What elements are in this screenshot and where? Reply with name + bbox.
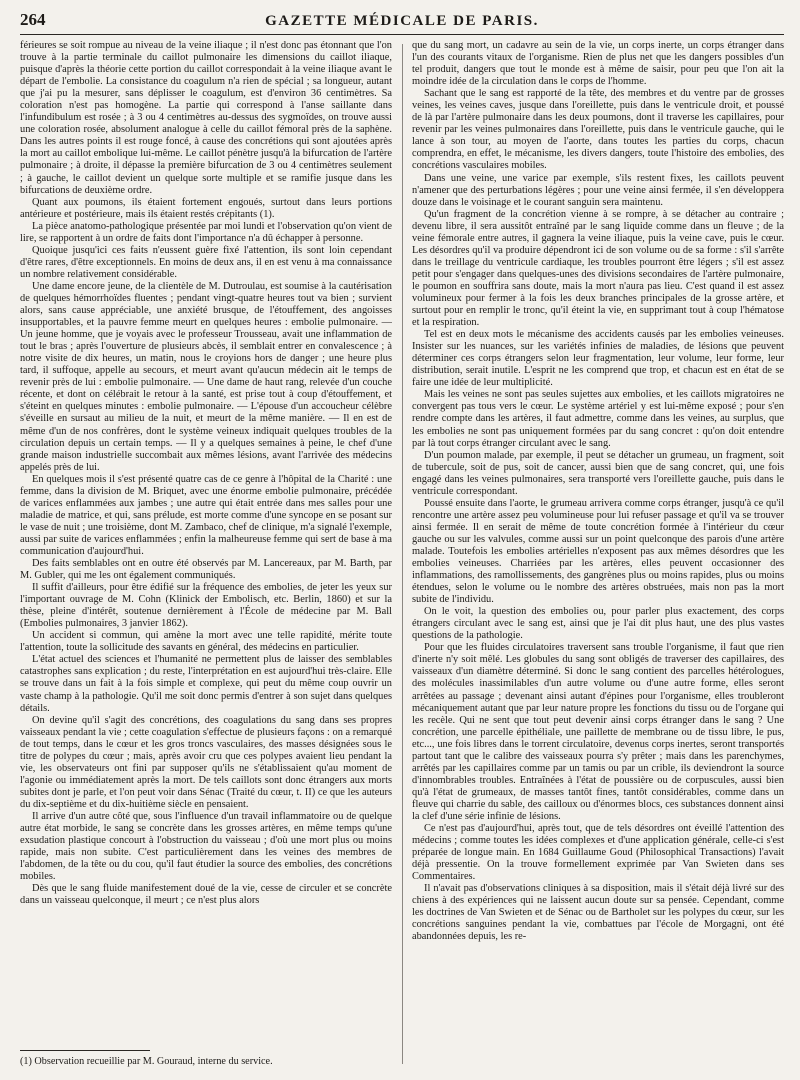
paragraph: Sachant que le sang est rapporté de la tête, des membres et du ventre par de grosses veines, les veines caves, jusque dans l'oreillette, puis dans le ventricule droit, et poussé de là par l'artère pulmonaire dans les deux poumons, dont il traverse les capillaires, pour revenir par les veines pulmonaires dans l'oreillette, puis dans le ventricule gauche, qui le lance à son tour, au moyen de l'aorte, dans toutes les parties du corps, chacun comprendra, en effet, le mécanisme, les divers dangers, toute l'histoire des embolies, des concrétions vasculaires mobiles.	[412, 88, 784, 172]
paragraph: Quoique jusqu'ici ces faits n'eussent guère fixé l'attention, ils sont loin cependant d'être rares, d'être exceptionnels. En moins de deux ans, il en est venu à ma connaissance un nombre relativement considérable.	[20, 244, 392, 280]
paragraph: Poussé ensuite dans l'aorte, le grumeau arrivera comme corps étranger, jusqu'à ce qu'il rencontre une artère assez peu volumineuse pour lui refuser passage et qu'il va se trouver ainsi fermée. Il en serait de même de toute concrétion formée à l'intérieur du cœur gauche ou sur les valvules, comme aussi sur un point quelconque des parois d'une artère malade. Toutefois les embolies artérielles n'exposent pas aux mêmes désordres que les embolies veineuses. Charriées par les artères, elles peuvent occasionner des inflammations, des ramollissements, des gangrènes plus ou moins rapides, plus ou moins étendues, selon le volume ou le nombre des artères obstruées, mais non pas la mort subite de l'individu.	[412, 497, 784, 606]
paragraph: La pièce anatomo-pathologique présentée par moi lundi et l'observation qu'on vient de lire, se rapportent à un ordre de faits dont l'importance n'a dû échapper à personne.	[20, 220, 392, 244]
paragraph: En quelques mois il s'est présenté quatre cas de ce genre à l'hôpital de la Charité : une femme, dans la division de M. Briquet, avec une énorme embolie pulmonaire, précédée de varices enflammées aux jambes ; une autre qui était entrée dans mes salles pour une maladie de matrice, et qui, sans prélude, est morte comme d'une syncope en se posant sur le vase de nuit ; une troisième, dont M. Zambaco, chef de clinique, m'a signalé l'exemple, aussi par suite de varices enflammées ; enfin la malheureuse femme qui sert de base à ma communication d'aujourd'hui.	[20, 473, 392, 557]
paragraph: Pour que les fluides circulatoires traversent sans trouble l'organisme, il faut que rien d'inerte n'y soit mêlé. Les globules du sang sont obligés de traverser des capillaires, des vaisseaux d'un diamètre déterminé. Si donc le sang contient des parcelles hétérologues, des molécules inassimilables d'un autre volume ou d'une autre forme, elles seront arrêtées au passage ; devenant ainsi autant d'épines pour l'organisme, elles troubleront mécaniquement autant que par leur nature propre les fonctions du tissu ou de l'organe qui les recèle. Qui ne sent que tout peut devenir ainsi corps étranger dans le sang ? Une concrétion, une parcelle épithéliale, une paillette de membrane ou de tissu libre, le pus, etc..., une fois libres dans le torrent circulatoire, devenus corps inertes, seront transportés partout tant que le calibre des vaisseaux pourra s'y prêter ; mais dans les parenchymes, arrêtés par les capillaires comme par un tamis ou par un crible, ils deviendront la source d'innombrables troubles. Entraînées à l'état de poussière ou de corpuscules, aussi bien qu'à l'état de grumeaux, de masses tantôt fines, tantôt considérables, comme dans un fleuve qui charrie du sable, des cailloux ou d'énormes blocs, ces substances donnent ainsi la clef d'une série infinie de lésions.	[412, 642, 784, 822]
paragraph: Des faits semblables ont en outre été observés par M. Lancereaux, par M. Barth, par M. Gubler, qui me les ont également communiqués.	[20, 558, 392, 582]
text-columns	[20, 40, 784, 1078]
footnote: (1) Observation recueillie par M. Gouraud, interne du service.	[20, 1056, 273, 1067]
paragraph: Ce n'est pas d'aujourd'hui, après tout, que de tels désordres ont éveillé l'attention des médecins ; comme toutes les idées complexes et d'une application générale, celle-ci s'est préparée de longue main. En 1684 Guillaume Goud (Philosophical Transactions) l'avait déjà pressentie. On la trouve formellement exprimée par Van Swieten dans ses Commentaires.	[412, 823, 784, 883]
page-header	[20, 10, 784, 35]
left-column	[20, 40, 392, 1078]
paragraph: Dès que le sang fluide manifestement doué de la vie, cesse de circuler et se concrète dans un vaisseau quelconque, il meurt ; ce n'est plus alors	[20, 883, 392, 907]
paragraph: Il suffit d'ailleurs, pour être édifié sur la fréquence des embolies, de jeter les yeux sur l'important ouvrage de M. Cohn (Klinick der Embolisch, etc. Berlin, 1860) et sur la thèse, pleine d'intérêt, soutenue dernièrement à l'École de médecine par M. Ball (Embolies pulmonaires, 3 janvier 1862).	[20, 582, 392, 630]
paragraph: Tel est en deux mots le mécanisme des accidents causés par les embolies veineuses. Insister sur les nuances, sur les variétés infinies de maladies, de lésions que peuvent déterminer ces corps étrangers selon leur fragmentation, leur volume, leur forme, leur distribution, serait inutile. L'esprit ne les comprend que trop, et chacun est en état de se faire une idée de leur multiplicité.	[412, 329, 784, 389]
paragraph: Une dame encore jeune, de la clientèle de M. Dutroulau, est soumise à la cautérisation de quelques hémorrhoïdes fluentes ; pendant vingt-quatre heures tout va bien ; survient alors, sans cause appréciable, une anxiété brusque, de l'étouffement, des angoisses insupportables, et la pauvre femme meurt en quelques heures : embolie pulmonaire. — Un jeune homme, que je voyais avec le professeur Trousseau, avait une inflammation de tout le bras ; après l'ouverture de plusieurs abcès, il semblait entrer en convalescence ; à notre visite de dix heures, un matin, nous le croyions hors de danger ; une heure plus tard, il suffoque, appelle au secours, et meurt avant qu'aucun médecin ait le temps de revenir près de lui : embolie pulmonaire. — Une dame de haut rang, relevée d'un couche récente, et dont on célébrait le retour à la santé, est prise tout à coup d'étouffement, et s'éteint en quelques minutes : embolie pulmonaire. — L'épouse d'un accoucheur célèbre s'éveille en sursaut au milieu de la nuit, et meurt de la même manière. — Il en est de même d'un de nos confrères, dont le système veineux indiquait quelques troubles de la circulation depuis un certain temps. — Il y a quelques semaines à peine, le chef d'une grande maison industrielle succombait aux mêmes lésions, avant l'arrivée des médecins appelés près de lui.	[20, 280, 392, 473]
paragraph: Qu'un fragment de la concrétion vienne à se rompre, à se détacher au contraire ; devenu libre, il sera aussitôt entraîné par le sang liquide comme dans un fleuve ; de la veine fémorale entre autres, il gagnera la veine iliaque, puis la veine cave, puis le cœur. Les désordres qu'il va produire dépendront ici de son volume ou de sa forme : s'il s'arrête dans le treillage du ventricule cardiaque, les troubles pourront être légers ; s'il est assez petit pour s'engager dans quelques-unes des divisions secondaires de l'artère pulmonaire, le poumon en souffrira sans doute, mais la mort n'aura pas lieu. C'est quand il est assez volumineux pour fermer à la fois les deux branches principales de la grosse artère, et surtout pour en remplir le tronc, qu'il éteint la vie, en supprimant tout à coup l'hématose et la respiration.	[412, 208, 784, 329]
paragraph: Il arrive d'un autre côté que, sous l'influence d'un travail inflammatoire ou de quelque autre état morbide, le sang se concrète dans les grosses artères, en même temps qu'une exsudation plastique concourt à l'obstruction du vaisseau ; d'où une mort plus ou moins rapide, mais non subite. C'est particulièrement dans les veines des membres de l'abdomen, de la tête ou du cou, qu'il faut étudier la source des embolies, des concrétions mobiles.	[20, 811, 392, 883]
running-title: GAZETTE MÉDICALE DE PARIS.	[265, 13, 539, 29]
paragraph: que du sang mort, un cadavre au sein de la vie, un corps inerte, un corps étranger dans l'un des courants vitaux de l'organisme. Rien de plus net que les dangers possibles d'un tel produit, dangers que tout le monde est à même de saisir, pour peu que l'on ait la moindre idée de la circulation dans le corps de l'homme.	[412, 40, 784, 88]
page-number: 264	[20, 10, 46, 29]
column-divider	[402, 44, 403, 1064]
paragraph: Quant aux poumons, ils étaient fortement engoués, surtout dans leurs portions antérieure et postérieure, mais ils étaient restés crépitants (1).	[20, 196, 392, 220]
paragraph: férieures se soit rompue au niveau de la veine iliaque ; il n'est donc pas étonnant que l'on trouve à la partie terminale du caillot pulmonaire les dimensions du caillot iliaque, puisque d'après la théorie cette portion du caillot correspondait à la veine iliaque avant le départ de l'embolie. La consistance du coagulum n'a rien de spécial ; sa longueur, autant que j'ai pu la mesurer, sans déplisser le coagulum, est d'environ 36 centimètres. Sa coloration n'est pas homogène. La partie qui correspond à l'anse saillante dans l'infundibulum est rosée ; à 3 ou 4 centimètres au-dessus des sygmoïdes, on trouve aussi une coloration rosée, absolument analogue à celle du caillot fémoral près de la saphène. Dans les autres points il est rouge foncé, à cause des concrétions qui sont ajoutées après la mort au caillot embolique lui-même. Le caillot pénètre jusqu'à la bifurcation de l'artère pulmonaire ; à droite, il dépasse la première bifurcation de 3 ou 4 centimètres seulement ; à gauche, le caillot devient un quelque sorte multiple et se ramifie jusque dans les bifurcations de deuxième ordre.	[20, 40, 392, 196]
paragraph: On le voit, la question des embolies ou, pour parler plus exactement, des corps étrangers circulant avec le sang est, ainsi que je l'ai dit plus haut, une des plus vastes questions de la pathologie.	[412, 606, 784, 642]
paragraph: L'état actuel des sciences et l'humanité ne permettent plus de laisser des semblables catastrophes sans explication ; du reste, l'interprétation en est aujourd'hui très-claire. Elle se trouve dans un fait à la fois simple et complexe, qui peut du même coup ouvrir un vaste champ à la pathologie. Qu'il me soit donc permis d'entrer à son sujet dans quelques détails.	[20, 654, 392, 714]
paragraph: Il n'avait pas d'observations cliniques à sa disposition, mais il s'était déjà livré sur des chiens à des expériences qui ne laissent aucun doute sur sa pensée. Cependant, comme les doctrines de Van Swieten et de Sénac ou de Bartholet sur les polypes du cœur, sur les concrétions sanguines pendant la vie, combattues par l'école de Morgagni, ont été abandonnées depuis, les re-	[412, 883, 784, 943]
footnote-rule	[20, 1050, 150, 1051]
paragraph: Mais les veines ne sont pas seules sujettes aux embolies, et les caillots migratoires ne convergent pas tous vers le cœur. Le système artériel y est lui-même exposé ; pour s'en rendre compte dans les artères, il faut admettre, comme dans les veines, au surplus, que les embolies ne sont pas uniquement formées par du sang concret : qu'on doit entendre par là tout corps étranger circulant avec le sang.	[412, 389, 784, 449]
paragraph: Un accident si commun, qui amène la mort avec une telle rapidité, mérite toute l'attention, toute la sollicitude des savants en général, des médecins en particulier.	[20, 630, 392, 654]
paragraph: Dans une veine, une varice par exemple, s'ils restent fixes, les caillots peuvent n'amener que des perturbations légères ; pour une veine ainsi fermée, il s'en développera douze dans le voisinage et le courant sanguin sera maintenu.	[412, 172, 784, 208]
right-column	[412, 40, 784, 1078]
paragraph: On devine qu'il s'agit des concrétions, des coagulations du sang dans ses propres vaisseaux pendant la vie ; cette coagulation s'effectue de plusieurs façons : on a remarqué de tout temps, dans le cœur et les gros troncs vasculaires, des masses désignées sous le titre de polypes du cœur ; mais, après avoir cru que ces polypes avaient lieu pendant la vie, les observateurs ont fini par supposer qu'ils ne s'établissaient qu'au moment de l'agonie ou immédiatement après la mort. De tels caillots sont donc étrangers aux morts subites dont je parle, et l'on peut voir dans Sénac (Traité du cœur, t. II) ce que les auteurs du dix-septième et du dix-huitième siècle en pensaient.	[20, 714, 392, 810]
paragraph: D'un poumon malade, par exemple, il peut se détacher un grumeau, un fragment, soit de tubercule, soit de pus, soit de cancer, aussi bien que de sang concret, qui, une fois engagé dans les veines pulmonaires, sera transporté vers l'oreillette gauche, puis dans le ventricule correspondant.	[412, 449, 784, 497]
